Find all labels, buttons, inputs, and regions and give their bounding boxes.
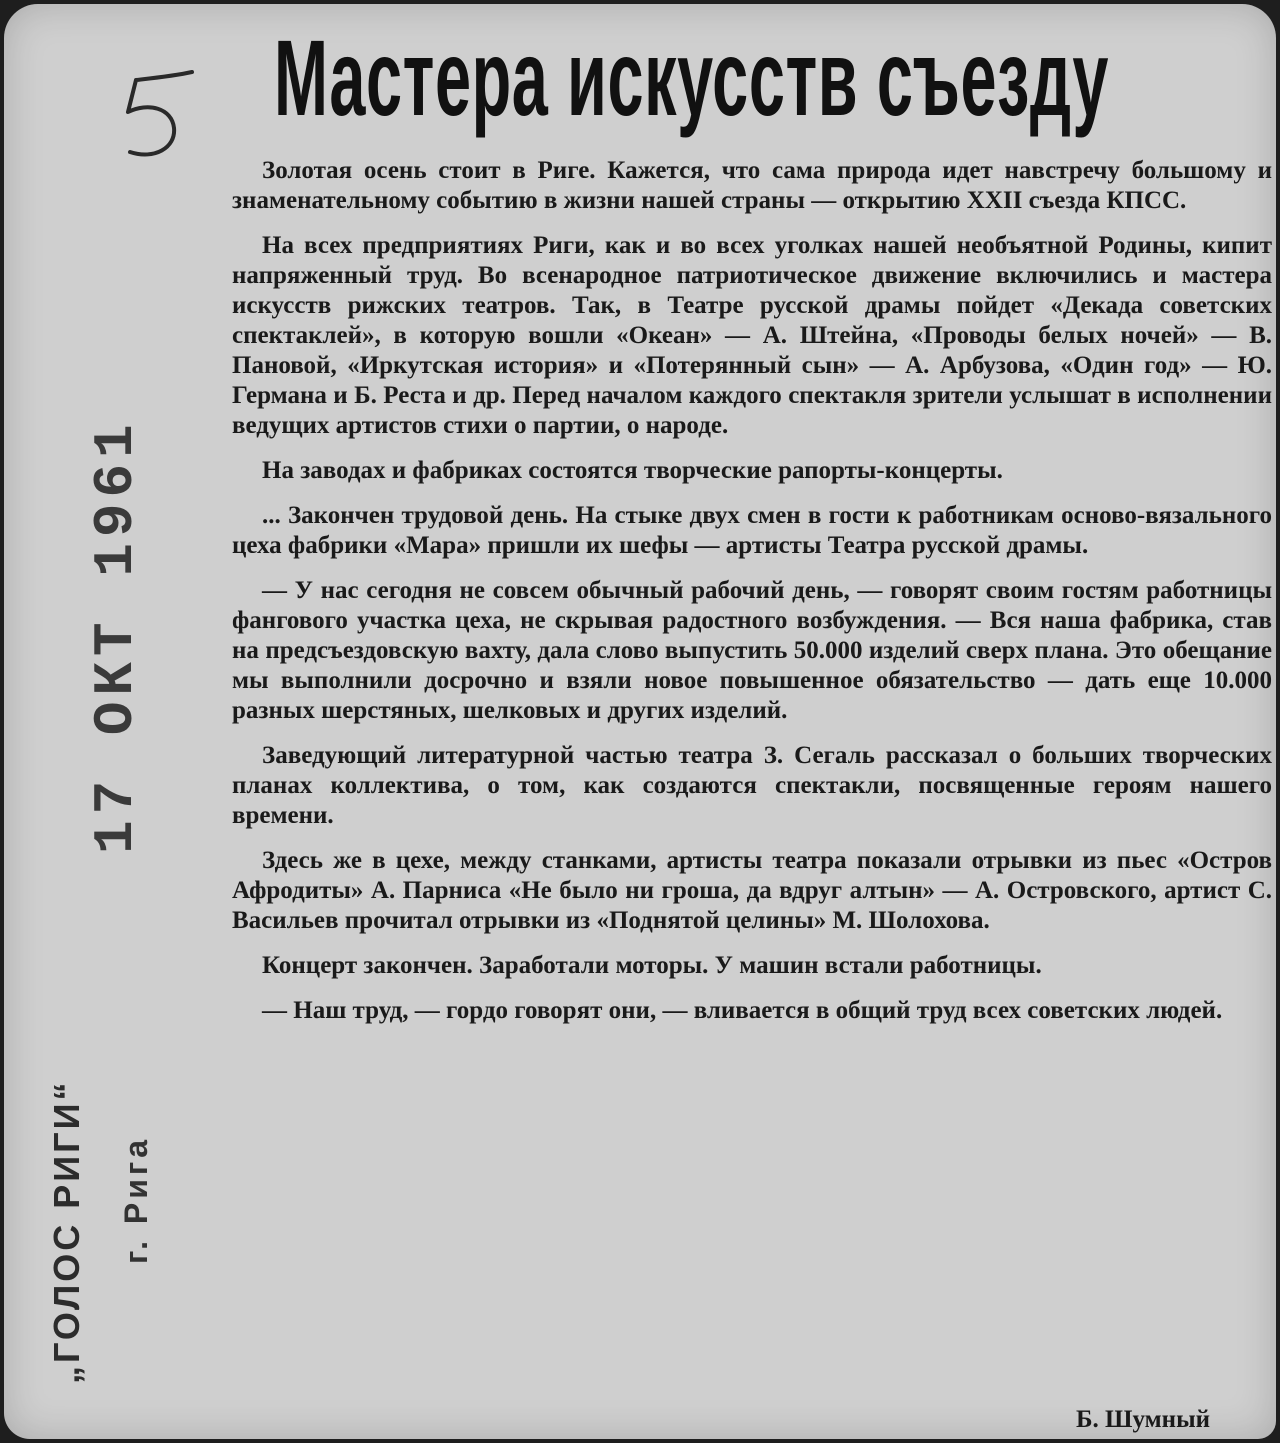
newspaper-stamp: „ГОЛОС РИГИ“	[46, 1079, 87, 1384]
city-stamp: г. Рига	[118, 1135, 154, 1264]
author-signature: Б. Шумный	[1075, 1406, 1210, 1433]
newspaper-clipping	[4, 4, 1276, 1439]
handwritten-mark	[114, 64, 204, 164]
article-paragraph: На заводах и фабриках состоятся творческие рапорты-концерты.	[262, 457, 1003, 484]
article-paragraph: — Наш труд, — гордо говорят они, — вливается в общий труд всех советских людей.	[262, 997, 1223, 1024]
article-body	[232, 156, 1272, 1041]
article-paragraph: На всех предприятиях Риги, как и во всех уголках нашей необъятной Родины, кипит напряженный труд. Во всенародное патриотическое движение включились и мастера искусств рижских театров. Так, в Театре русской драмы пойдет «Декада советских спектаклей», в которую вошли «Океан» — А. Штейна, «Проводы белых ночей» — В. Пановой, «Иркутская история» и «Потерянный сын» — А. Арбузова, «Один год» — Ю. Германа и Б. Реста и др. Перед началом каждого спектакля зрители услышат в исполнении ведущих артистов стихи о партии, о народе.	[232, 232, 1272, 439]
article-paragraph: Здесь же в цехе, между станками, артисты театра показали отрывки из пьес «Остров Афродиты» А. Парниса «Не было ни гроша, да вдруг алтын» — А. Островского, артист С. Васильев прочитал отрывки из «Поднятой целины» М. Шолохова.	[232, 847, 1272, 934]
date-stamp: 17 ОКТ 1961	[84, 418, 148, 854]
article-headline: Мастера искусств съезду	[274, 17, 1110, 138]
article-paragraph: Заведующий литературной частью театра З. Сегаль рассказал о больших творческих планах коллектива, о том, как создаются спектакли, посвященные героям нашего времени.	[232, 742, 1272, 829]
article-paragraph: Золотая осень стоит в Риге. Кажется, что сама природа идет навстречу большому и знаменательному событию в жизни нашей страны — открытию XXII съезда КПСС.	[232, 157, 1272, 214]
article-paragraph: Концерт закончен. Заработали моторы. У машин встали работницы.	[262, 952, 1042, 979]
article-paragraph: ... Закончен трудовой день. На стыке двух смен в гости к работникам осново-вязального цеха фабрики «Мара» пришли их шефы — артисты Театра русской драмы.	[232, 502, 1272, 559]
article-paragraph: — У нас сегодня не совсем обычный рабочий день, — говорят своим гостям работницы фангового участка цеха, не скрывая радостного возбуждения. — Вся наша фабрика, став на предсъездовскую вахту, дала слово выпустить 50.000 изделий сверх плана. Это обещание мы выполнили досрочно и взяли новое повышенное обязательство — дать еще 10.000 разных шерстяных, шелковых и других изделий.	[232, 577, 1272, 724]
